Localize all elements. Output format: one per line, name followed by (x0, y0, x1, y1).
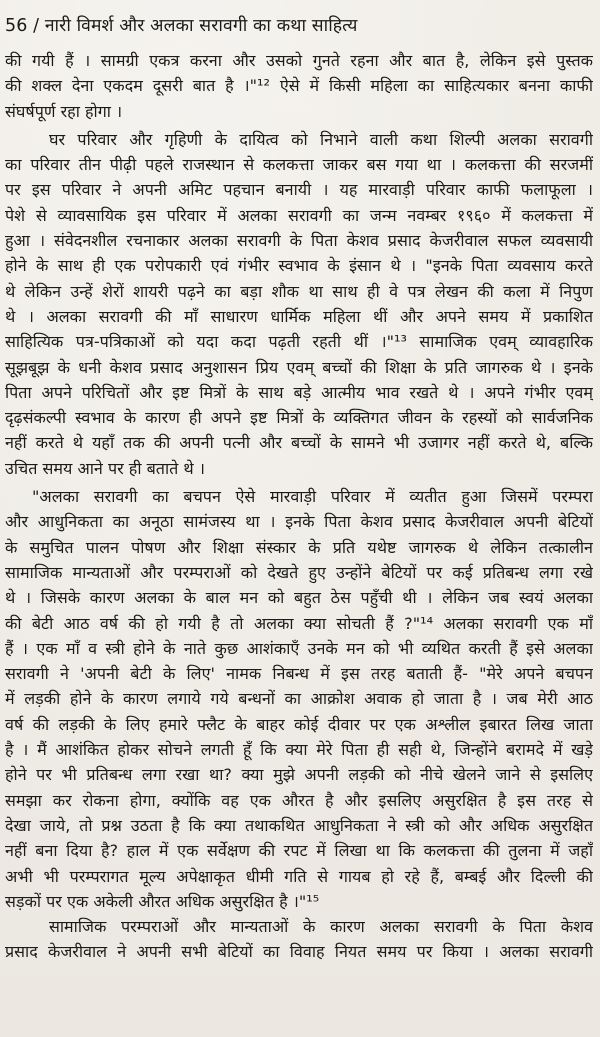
paragraph (5, 48, 593, 124)
text-line: के समुचित पालन पोषण और शिक्षा संस्कार के प्रति यथेष्ट जागरुक थे लेकिन तत्कालीन (5, 537, 593, 557)
text-line: सामाजिक परम्पराओं और मान्यताओं के कारण अलका सरावगी के पिता केशव (49, 917, 593, 937)
header-separator: / (33, 16, 40, 36)
text-line: साहित्यिक पत्र-पत्रिकाओं को यदा कदा पढ़ती रहती थीं ।"¹³ सामाजिक एवम् व्यावहारिक (5, 332, 593, 352)
text-line: नहीं बना दिया है? हाल में एक सर्वेक्षण की रपट में लिखा था कि कलकत्ता की तुलना में जहाँ (5, 841, 593, 861)
text-line: होने पर भी प्रतिबन्ध लगा रखा था? क्या मुझे अपनी लड़की को नीचे खेलने जाने से इसलिए (5, 765, 593, 785)
text-line: प्रसाद केजरीवाल ने अपनी सभी बेटियों का विवाह नियत समय पर किया । अलका सरावगी (5, 942, 593, 962)
text-line: सामाजिक मान्यताओं और परम्पराओं को देखते हुए उन्होंने बेटियों पर कई प्रतिबन्ध लगा रखे (5, 562, 593, 582)
text-line: थे । जिसके कारण अलका के बाल मन को बहुत ठेस पहुँची थी । लेकिन जब स्वयं अलका (5, 588, 593, 608)
text-line: की बेटी आठ वर्ष की हो गयी है तो अलका क्या सोचती हैं ?"¹⁴ अलका सरावगी एक माँ (5, 613, 593, 633)
text-line: का परिवार तीन पीढ़ी पहले राजस्थान से कलकत्ता जाकर बस गया था । कलकत्ता की सरजमीं (5, 155, 593, 175)
paragraph (5, 914, 593, 965)
text-line: सड़कों पर एक अकेली औरत अधिक असुरक्षित है ।"¹⁵ (5, 891, 320, 911)
text-line: नहीं करते थे यहाँ तक की अपनी पत्नी और बच्चों के सामने भी उजागर नहीं करते थे, बल्कि (5, 433, 593, 453)
running-header (5, 14, 593, 48)
text-line: उचित समय आने पर ही बताते थे । (5, 458, 205, 478)
text-line: देखा जाये, तो प्रश्न उठता है कि क्या तथाकथित आधुनिकता ने स्त्री को और अधिक असुरक्षित (5, 815, 593, 835)
text-line: संघर्षपूर्ण रहा होगा । (5, 101, 123, 121)
text-line: पिता अपने परिचितों और इष्ट मित्रों के साथ बड़े आत्मीय भाव रखते थे । अपने गंभीर एवम् (5, 382, 593, 402)
text-line: हुआ । संवेदनशील रचनाकार अलका सरावगी के पिता केशव प्रसाद केजरीवाल सफल व्यवसायी (5, 231, 593, 251)
text-line: सरावगी ने 'अपनी बेटी के लिए' नामक निबन्ध में इस तरह बताती हैं- "मेरे अपने बचपन (5, 664, 593, 684)
text-line: अभी भी परम्परागत मूल्य अपेक्षाकृत धीमी गति से गायब हो रहे हैं, बम्बई और दिल्ली की (5, 866, 593, 886)
text-line: "अलका सरावगी का बचपन ऐसे मारवाड़ी परिवार में व्यतीत हुआ जिसमें परम्परा (32, 487, 593, 507)
text-line: थे । अलका सरावगी की माँ साधारण धार्मिक महिला थीं और अपने समय में प्रकाशित (5, 306, 593, 326)
text-line: थे लेकिन उन्हें शेरों शायरी पढ़ने का बड़ा शौक था साथ ही वे पत्र लेखन की कला में निपुण (5, 281, 593, 301)
text-line: समझा कर रोकना होगा, क्योंकि वह एक औरत है और इसलिए असुरक्षित है इस तरह से (5, 790, 593, 810)
text-line: दृढ़संकल्पी स्वभाव के कारण ही अपने इष्ट मित्रों के व्यक्तिगत जीवन के रहस्यों को सार्वजनिक (5, 408, 593, 428)
running-title: नारी विमर्श और अलका सरावगी का कथा साहित्य (44, 16, 358, 36)
text-line: सूझबूझ के धनी केशव प्रसाद अनुशासन प्रिय एवम् बच्चों की शिक्षा के प्रति जागरुक थे । इनके (5, 357, 593, 377)
paragraph (5, 484, 593, 914)
text-line: की गयी हैं । सामग्री एकत्र करना और उसको गुनते रहना और बात है, लेकिन इसे पुस्तक (5, 51, 593, 70)
page-number: 56 (5, 16, 28, 36)
body-text (5, 48, 593, 965)
text-line: की शक्ल देना एकदम दूसरी बात है ।"¹² ऐसे में किसी महिला का साहित्यकार बनना काफी (5, 76, 593, 96)
text-line: हैं । एक माँ व स्त्री होने के नाते कुछ आशंकाएँ उनके मन को भी व्यथित करती हैं इसे अलका (5, 638, 593, 658)
text-line: है । मैं आशंकित होकर सोचने लगती हूँ कि क्या मेरे पिता ही सही थे, जिन्होंने बरामदे में खड़े (5, 740, 593, 760)
text-line: में लड़की होने के कारण लगाये गये बन्धनों का आक्रोश अवाक हो जाता है । जब मेरी आठ (5, 689, 593, 709)
text-line: और आधुनिकता का अनूठा सामंजस्य था । इनके पिता केशव प्रसाद केजरीवाल अपनी बेटियों (5, 512, 593, 532)
text-line: पेशे से व्यावसायिक इस परिवार में अलका सरावगी का जन्म नवम्बर १९६० में कलकत्ता में (5, 205, 593, 225)
text-line: वर्ष की लड़की के लिए हमारे फ्लैट के बाहर कोई दीवार पर एक अश्लील इबारत लिख जाता (5, 714, 593, 734)
paragraph (5, 127, 593, 481)
text-line: पर इस परिवार ने अपनी अमिट पहचान बनायी । यह मारवाड़ी परिवार काफी फलाफूला । (5, 180, 593, 200)
text-line: होने के साथ ही एक परोपकारी एवं गंभीर स्वभाव के इंसान थे । "इनके पिता व्यवसाय करते (5, 256, 593, 276)
text-line: घर परिवार और गृहिणी के दायित्व को निभाने वाली कथा शिल्पी अलका सरावगी (49, 129, 593, 149)
